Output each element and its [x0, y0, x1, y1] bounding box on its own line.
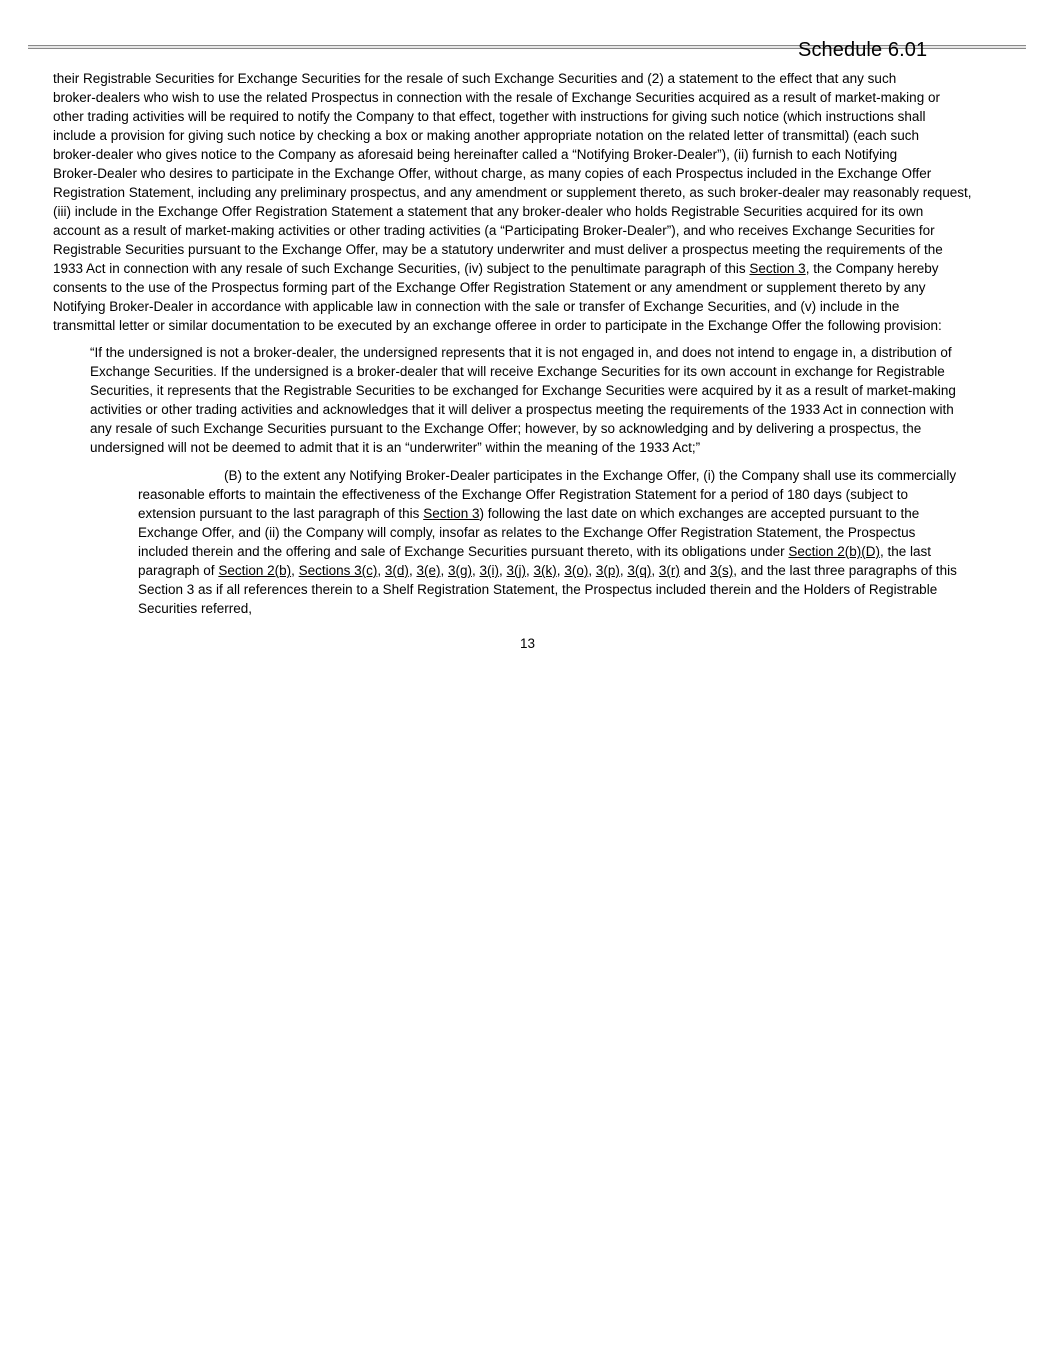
quoted-provision — [90, 343, 956, 457]
section-reference: 3(q) — [627, 563, 652, 578]
text-line: Securities, it represents that the Registrable Securities to be exchanged for Exchange Securities were acquired by it as a result of market-making — [90, 383, 956, 398]
section-reference: 3(k) — [533, 563, 557, 578]
text-run: included therein and the offering and sale of Exchange Securities pursuant thereto, with its obligations under — [138, 544, 789, 559]
text-line: any resale of such Exchange Securities pursuant to the Exchange Offer; however, by so acknowledging and by delivering a prospectus, the — [90, 421, 922, 436]
text-run: ) following the last date on which exchanges are accepted pursuant to the — [479, 506, 920, 521]
section-reference: Section 2(b) — [218, 563, 292, 578]
text-line: “If the undersigned is not a broker-dealer, the undersigned represents that it is not engaged in, and does not intend to engage in, a distribution of — [90, 345, 952, 360]
text-line: activities or other trading activities and acknowledges that it will deliver a prospectus meeting the requirements of the 1933 Act in connection with — [90, 402, 954, 417]
text-line: Broker-Dealer who desires to participate in the Exchange Offer, without charge, as many copies of each Prospectus included in the Exchange Offer — [53, 166, 932, 181]
text-line: Exchange Offer, and (ii) the Company will comply, insofar as relates to the Exchange Offer Registration Statement, the Prospectus — [138, 525, 916, 540]
clause-b-paragraph — [138, 466, 957, 618]
text-line: Registrable Securities pursuant to the Exchange Offer, may be a statutory underwriter and must deliver a prospectus meeting the requirements of the — [53, 242, 943, 257]
section-reference: 3(s) — [709, 563, 734, 578]
body-paragraph — [53, 69, 972, 335]
text-line: Securities referred, — [138, 601, 253, 616]
section-reference: 3(r) — [658, 563, 680, 578]
text-line — [53, 259, 972, 278]
text-line: Section 3 as if all references therein to a Shelf Registration Statement, the Prospectus included therein and the Holders of Registrable — [138, 582, 938, 597]
text-line: include a provision for giving such notice by checking a box or making another appropriate notation on the related letter of transmittal) (each such — [53, 128, 919, 143]
section-reference: 3(p) — [595, 563, 620, 578]
text-line: paragraph of Section 2(b), Sections 3(c), 3(d), 3(e), 3(g), 3(i), 3(j), 3(k), 3(o), 3(p), 3(q), 3(r) and 3(s), and the last three paragraphs of this — [138, 563, 957, 578]
text-line: (B) to the extent any Notifying Broker-Dealer participates in the Exchange Offer, (i) the Company shall use its commercially — [224, 468, 957, 483]
section-reference: Sections 3(c) — [298, 563, 378, 578]
text-line: Registration Statement, including any preliminary prospectus, and any amendment or supplement thereto, as such broker-dealer may reasonably request, — [53, 185, 972, 200]
section-reference: 3(j) — [506, 563, 527, 578]
text-line: Notifying Broker-Dealer in accordance with applicable law in connection with the sale or transfer of Exchange Securities, and (v) include in the — [53, 299, 900, 314]
section-reference: Section 2(b)(D) — [788, 544, 880, 559]
section-reference: 3(e) — [416, 563, 441, 578]
text-line: broker-dealer who gives notice to the Company as aforesaid being hereinafter called a “Notifying Broker-Dealer”), (ii) furnish to each Notifying — [53, 147, 898, 162]
text-line: consents to the use of the Prospectus forming part of the Exchange Offer Registration Statement or any amendment or supplement thereto by any — [53, 280, 926, 295]
text-line: account as a result of market-making activities or other trading activities (a “Participating Broker-Dealer”), and who receives Exchange Securities for — [53, 223, 935, 238]
text-line — [138, 542, 957, 561]
section-reference: 3(g) — [447, 563, 472, 578]
text-run: , and the last three paragraphs of this — [733, 563, 957, 578]
section-reference: 3(o) — [564, 563, 589, 578]
text-line: undersigned will not be deemed to admit that it is an “underwriter” within the meaning of the 1933 Act;” — [90, 440, 701, 455]
section-reference: 3(i) — [479, 563, 500, 578]
text-run: extension pursuant to the last paragraph of this — [138, 506, 424, 521]
text-run: , the last — [879, 544, 931, 559]
text-line — [138, 504, 957, 523]
text-line: other trading activities will be required to notify the Company to that effect, together with instructions for giving such notice (which instructions shall — [53, 109, 926, 124]
text-line: Exchange Securities. If the undersigned is a broker-dealer that will receive Exchange Securities for its own account in exchange for Registrable — [90, 364, 945, 379]
text-run: paragraph of — [138, 563, 219, 578]
text-run: and — [679, 563, 710, 578]
text-line: transmittal letter or similar documentation to be executed by an exchange offeree in order to participate in the Exchange Offer the following provision: — [53, 318, 942, 333]
text-run: 1933 Act in connection with any resale of such Exchange Securities, (iv) subject to the penultimate paragraph of this — [53, 261, 750, 276]
page-number: 13 — [519, 636, 536, 651]
text-run: , the Company hereby — [805, 261, 939, 276]
schedule-label: Schedule 6.01 — [798, 39, 928, 61]
section-reference: 3(d) — [384, 563, 409, 578]
text-line: (iii) include in the Exchange Offer Registration Statement a statement that any broker-dealer who holds Registrable Securities acquired for its own — [53, 204, 924, 219]
text-line: broker-dealers who wish to use the related Prospectus in connection with the resale of Exchange Securities acquired as a result of market-making or — [53, 90, 940, 105]
section-reference: Section 3 — [749, 261, 806, 276]
section-reference: Section 3 — [423, 506, 480, 521]
text-line: reasonable efforts to maintain the effectiveness of the Exchange Offer Registration Statement for a period of 180 days (subject to — [138, 487, 908, 502]
text-line: their Registrable Securities for Exchange Securities for the resale of such Exchange Securities and (2) a statement to the effect that any such — [53, 71, 897, 86]
